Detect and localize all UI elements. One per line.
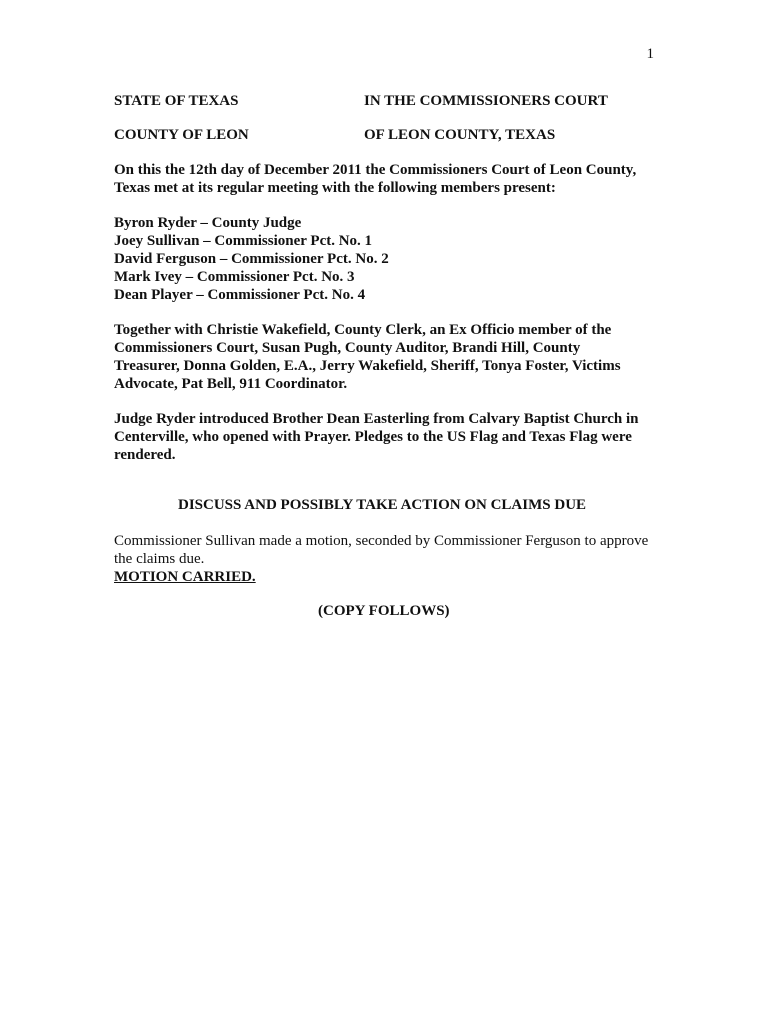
court-label: IN THE COMMISSIONERS COURT [364, 93, 608, 109]
motion-paragraph [114, 532, 659, 586]
state-label: STATE OF TEXAS [114, 93, 239, 109]
motion-line-1: Commissioner Sullivan made a motion, seconded by Commissioner Ferguson to approve [114, 533, 649, 549]
officials-line-4: Advocate, Pat Bell, 911 Coordinator. [114, 376, 348, 392]
officials-paragraph [114, 321, 659, 393]
prayer-line-2: Centerville, who opened with Prayer. Pledges to the US Flag and Texas Flag were [114, 429, 632, 445]
opening-paragraph [114, 161, 659, 197]
officials-line-2: Commissioners Court, Susan Pugh, County Auditor, Brandi Hill, County [114, 340, 581, 356]
member-item: Dean Player – Commissioner Pct. No. 4 [114, 287, 366, 303]
officials-line-3: Treasurer, Donna Golden, E.A., Jerry Wakefield, Sheriff, Tonya Foster, Victims [114, 358, 621, 374]
members-list [114, 214, 659, 304]
header-row-1 [114, 92, 659, 110]
member-item: David Ferguson – Commissioner Pct. No. 2 [114, 251, 389, 267]
header-row-2 [114, 126, 659, 144]
page-number: 1 [646, 46, 654, 62]
section-heading: DISCUSS AND POSSIBLY TAKE ACTION ON CLAIMS DUE [178, 497, 587, 513]
opening-line-2: Texas met at its regular meeting with the following members present: [114, 180, 556, 196]
document-body [114, 92, 659, 620]
member-item: Joey Sullivan – Commissioner Pct. No. 1 [114, 233, 373, 249]
motion-line-2: the claims due. [114, 551, 205, 567]
member-item: Mark Ivey – Commissioner Pct. No. 3 [114, 269, 355, 285]
member-item: Byron Ryder – County Judge [114, 215, 302, 231]
prayer-line-3: rendered. [114, 447, 176, 463]
prayer-paragraph [114, 410, 659, 464]
officials-line-1: Together with Christie Wakefield, County Clerk, an Ex Officio member of the [114, 322, 612, 338]
prayer-line-1: Judge Ryder introduced Brother Dean Easterling from Calvary Baptist Church in [114, 411, 639, 427]
copy-follows-note: (COPY FOLLOWS) [318, 603, 450, 619]
opening-line-1: On this the 12th day of December 2011 the Commissioners Court of Leon County, [114, 162, 637, 178]
court-county-label: OF LEON COUNTY, TEXAS [364, 127, 556, 143]
county-label: COUNTY OF LEON [114, 127, 249, 143]
motion-result: MOTION CARRIED. [114, 569, 256, 585]
